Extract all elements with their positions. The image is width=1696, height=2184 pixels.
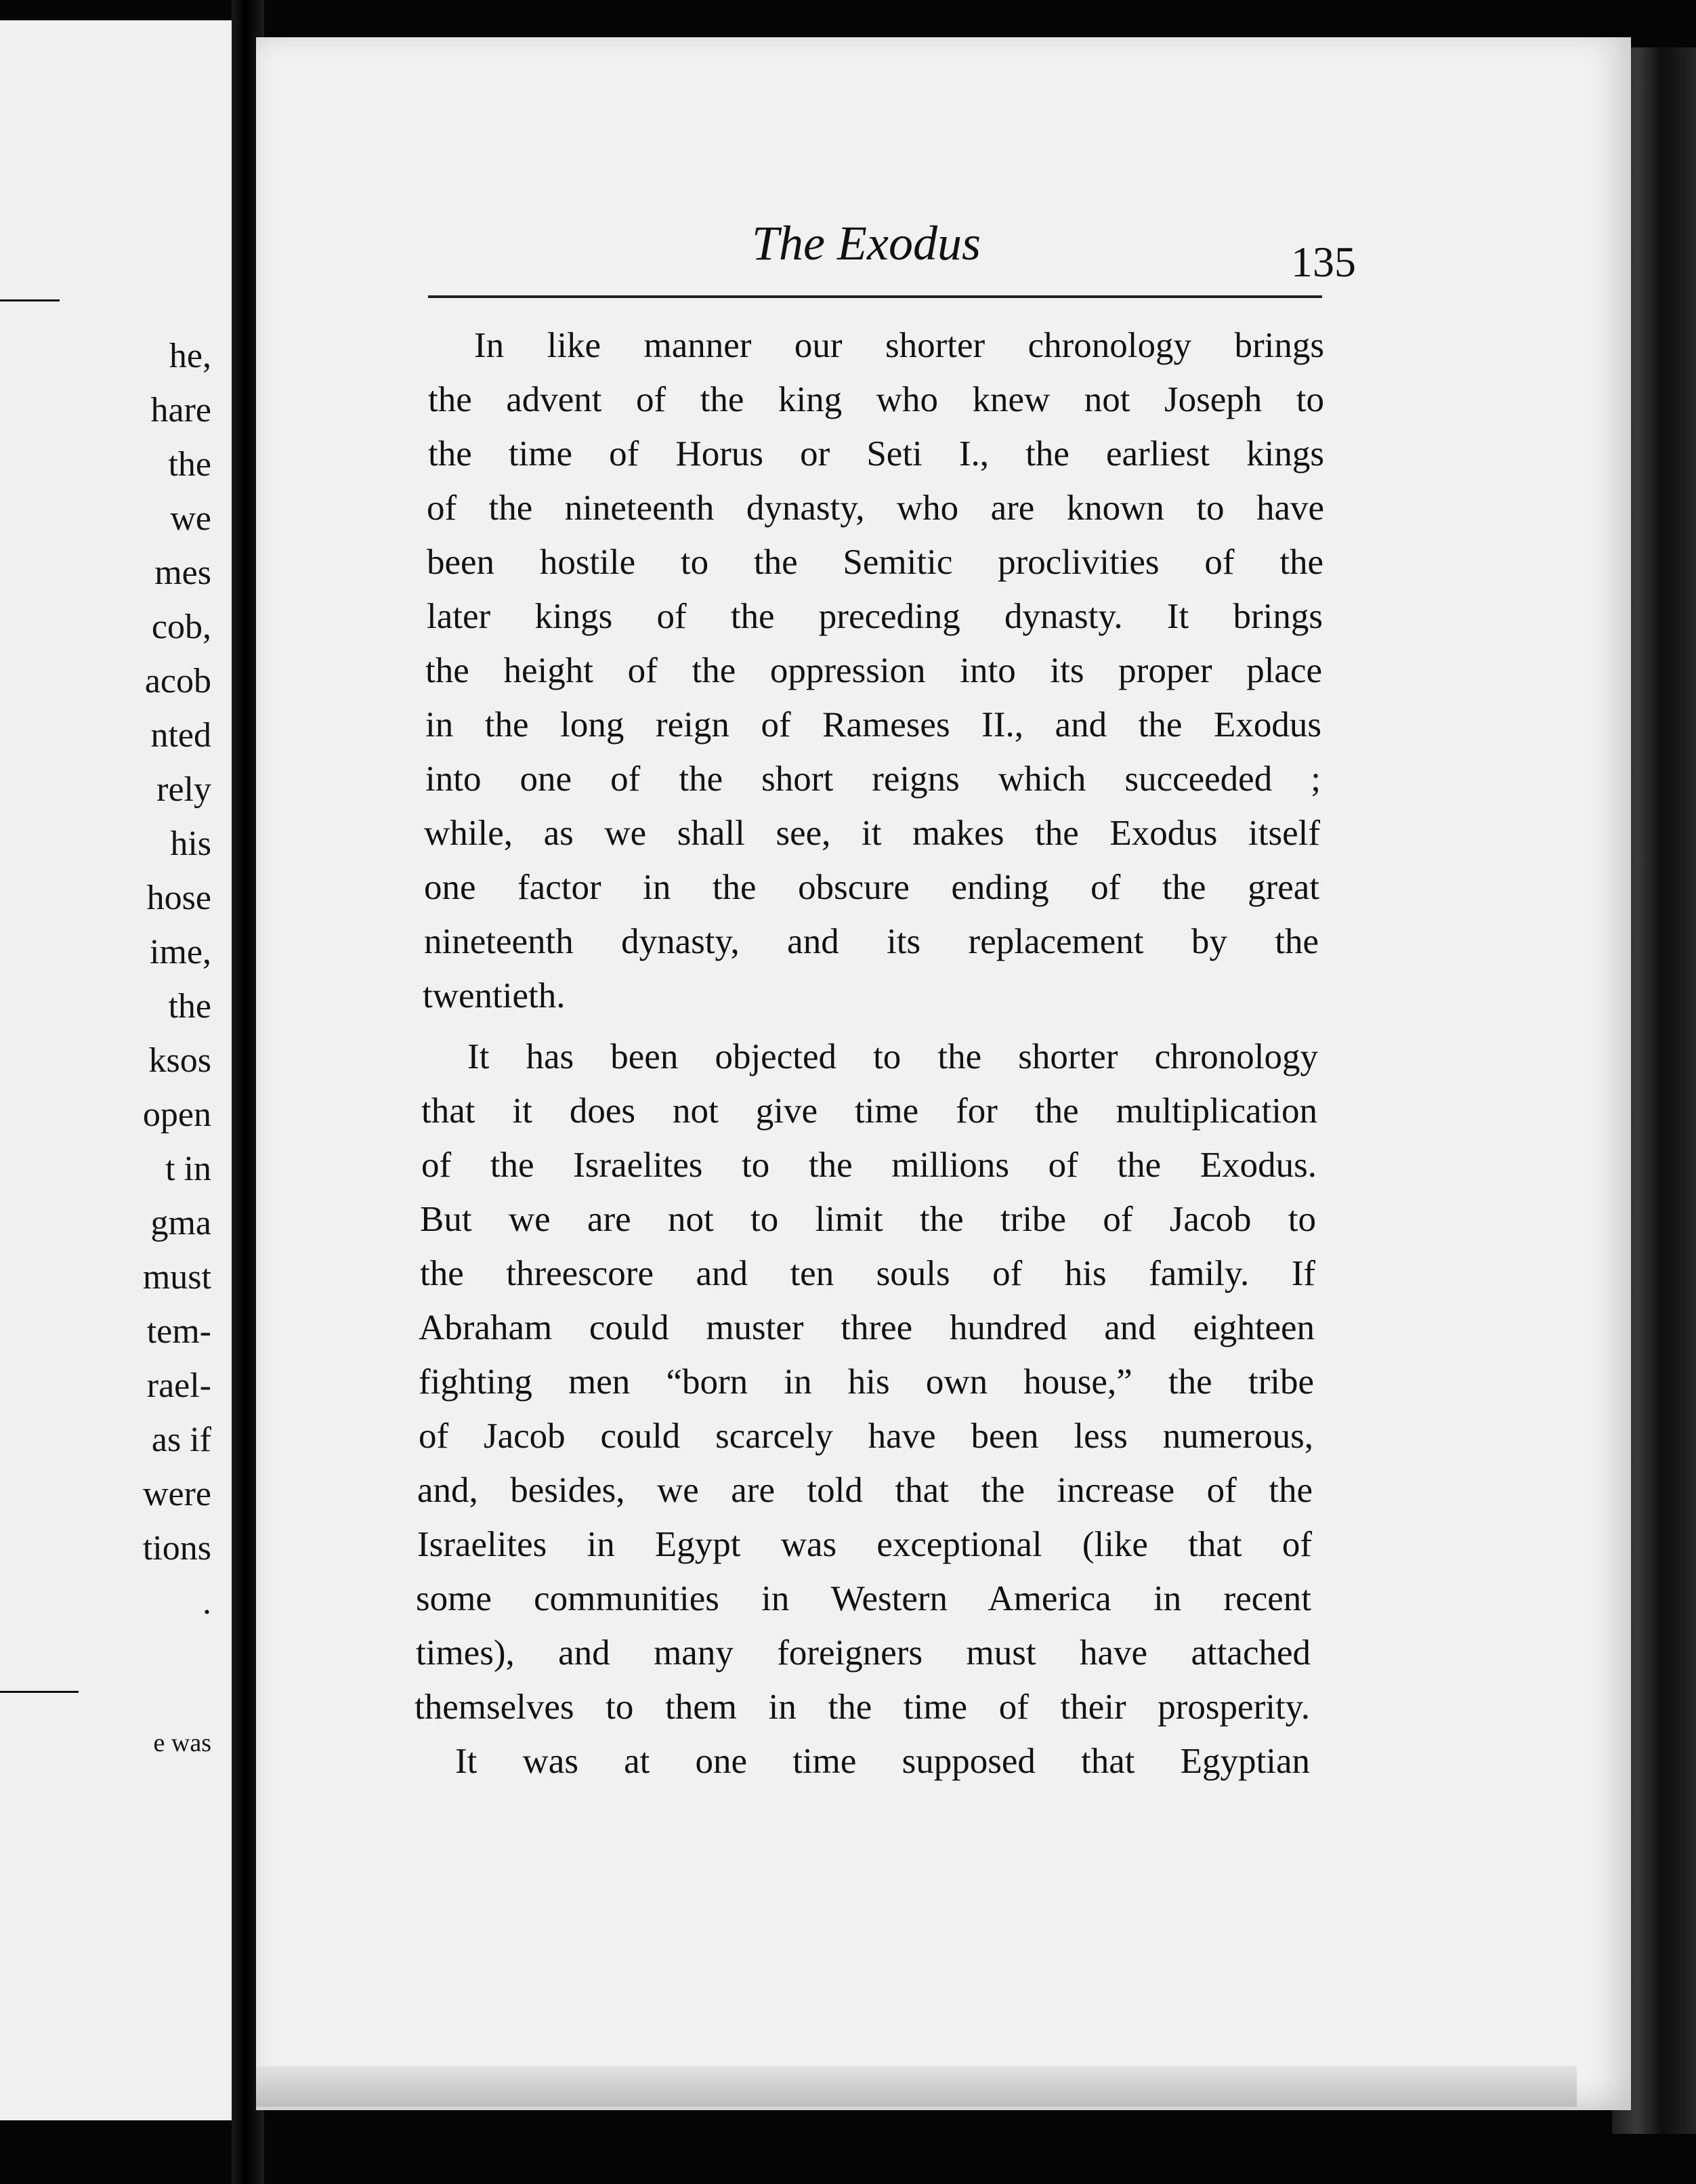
text-line: In like manner our shorter chronology brings — [474, 326, 1324, 365]
running-title: The Exodus — [752, 216, 981, 270]
previous-page-line: t in — [165, 1150, 211, 1188]
previous-page-line: as if — [151, 1421, 211, 1459]
previous-page-line: gma — [150, 1204, 211, 1242]
previous-page-footnote: e was — [153, 1729, 211, 1757]
text-line: later kings of the preceding dynasty. It brings — [427, 597, 1323, 636]
text-line: of the Israelites to the millions of the Exodus. — [421, 1146, 1317, 1185]
header-rule — [428, 295, 1322, 298]
text-line: in the long reign of Rameses II., and the Exodus — [425, 705, 1321, 744]
page-bottom-edge — [256, 2066, 1577, 2107]
previous-page-line: hose — [146, 879, 211, 917]
text-line: twentieth. — [423, 976, 566, 1015]
previous-page-line: ime, — [150, 933, 211, 971]
page-number: 135 — [1291, 238, 1356, 286]
text-line: that it does not give time for the multiplication — [421, 1091, 1317, 1131]
previous-page-line: were — [142, 1475, 211, 1513]
text-line: one factor in the obscure ending of the great — [424, 868, 1319, 907]
text-line: It has been objected to the shorter chronology — [467, 1037, 1318, 1076]
text-line: some communities in Western America in recent — [416, 1579, 1311, 1618]
previous-page-line: cob, — [151, 608, 211, 646]
previous-page-line: we — [170, 499, 211, 538]
text-line: of the nineteenth dynasty, who are known to have — [427, 488, 1324, 528]
text-line: times), and many foreigners must have attached — [416, 1633, 1311, 1673]
previous-page-line: his — [170, 824, 211, 863]
previous-page-line: must — [142, 1258, 211, 1297]
previous-page-line: . — [203, 1583, 211, 1622]
previous-page-line: rely — [156, 770, 211, 809]
text-line: been hostile to the Semitic proclivities of the — [427, 543, 1323, 582]
text-line: It was at one time supposed that Egyptian — [455, 1742, 1310, 1781]
previous-page-line: nted — [150, 716, 211, 755]
previous-page-line: hare — [150, 391, 211, 429]
text-line: of Jacob could scarcely have been less numerous, — [419, 1416, 1313, 1456]
text-line: Israelites in Egypt was exceptional (like that of — [417, 1525, 1312, 1564]
previous-page — [0, 20, 232, 2120]
previous-page-line: he, — [169, 337, 211, 375]
text-line: nineteenth dynasty, and its replacement by the — [424, 922, 1319, 961]
previous-page-line: the — [168, 987, 211, 1026]
text-line: the threescore and ten souls of his family. If — [420, 1254, 1315, 1293]
text-line: into one of the short reigns which succeeded ; — [425, 759, 1321, 799]
text-line: fighting men “born in his own house,” the tribe — [419, 1362, 1314, 1402]
previous-page-header-rule — [0, 299, 60, 301]
text-line: the time of Horus or Seti I., the earliest kings — [428, 434, 1324, 474]
previous-page-footnote-rule — [0, 1691, 79, 1693]
previous-page-line: rael- — [146, 1366, 211, 1405]
previous-page-line: ksos — [148, 1041, 211, 1080]
previous-page-line: tem- — [146, 1312, 211, 1351]
text-line: and, besides, we are told that the increase of the — [417, 1471, 1313, 1510]
text-line: the height of the oppression into its proper place — [425, 651, 1322, 690]
previous-page-line: open — [142, 1095, 211, 1134]
text-line: while, as we shall see, it makes the Exodus itself — [424, 814, 1320, 853]
text-line: themselves to them in the time of their prosperity. — [415, 1687, 1310, 1727]
previous-page-line: the — [168, 445, 211, 484]
text-line: Abraham could muster three hundred and eighteen — [419, 1308, 1315, 1347]
text-line: But we are not to limit the tribe of Jacob to — [420, 1200, 1316, 1239]
previous-page-line: tions — [142, 1529, 211, 1568]
previous-page-line: acob — [144, 662, 211, 700]
text-line: the advent of the king who knew not Joseph to — [428, 380, 1324, 419]
previous-page-line: mes — [154, 553, 211, 592]
